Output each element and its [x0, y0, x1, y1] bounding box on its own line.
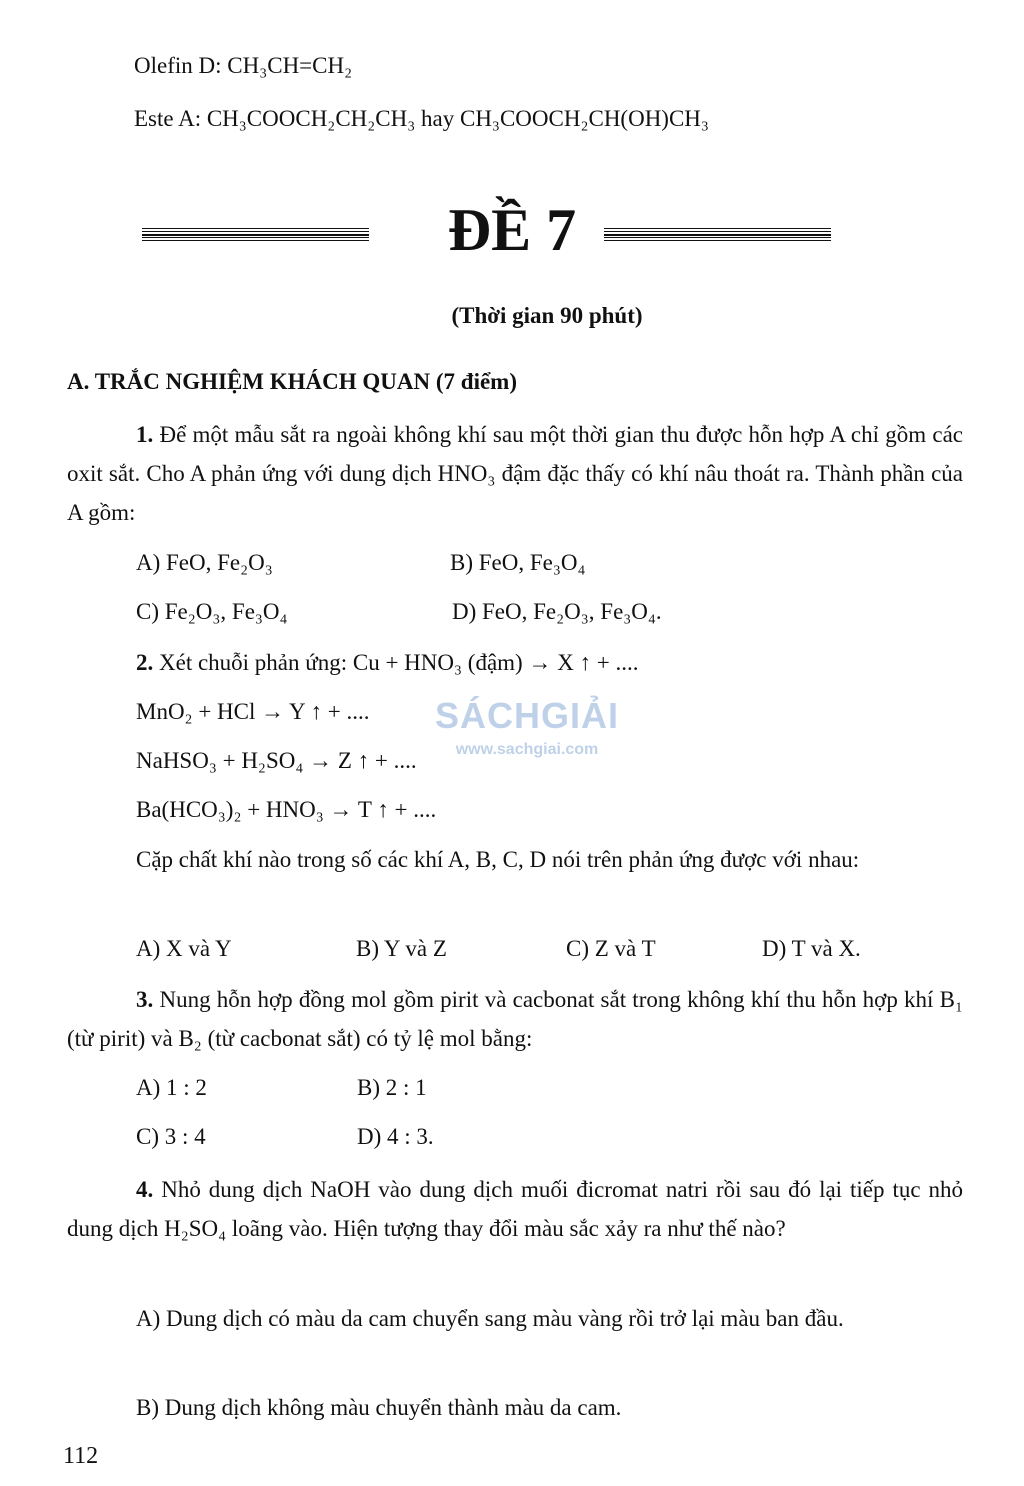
reaction-text: Xét chuỗi phản ứng: Cu + HNO₃ (đậm) → X ↑ + ....	[159, 650, 639, 675]
q2-option-b: B) Y và Z	[356, 936, 447, 961]
question-1	[67, 415, 963, 532]
question-number: 4.	[136, 1177, 154, 1202]
q3-option-c: C) 3 : 4	[136, 1124, 206, 1149]
q2-reaction-4: Ba(HCO₃)₂ + HNO₃ → T ↑ + ....	[136, 797, 437, 822]
question-4	[67, 1170, 963, 1248]
q2-option-a: A) X và Y	[136, 936, 232, 961]
section-heading: A. TRẮC NGHIỆM KHÁCH QUAN (7 điểm)	[67, 369, 517, 394]
page-title: ĐỀ 7	[447, 197, 577, 263]
q1-option-d: D) FeO, Fe₂O₃, Fe₃O₄.	[452, 599, 662, 624]
q2-option-c: C) Z và T	[566, 936, 656, 961]
q1-option-a: A) FeO, Fe₂O₃	[136, 550, 273, 575]
watermark-url: www.sachgiai.com	[455, 741, 599, 758]
q1-option-b: B) FeO, Fe₃O₄	[450, 550, 586, 575]
question-number: 2.	[136, 650, 154, 675]
q3-option-b: B) 2 : 1	[357, 1075, 427, 1100]
q2-question-text: Cặp chất khí nào trong số các khí A, B, C, D nói trên phản ứng được với nhau:	[136, 847, 860, 872]
sachgiai-watermark	[412, 695, 642, 759]
q4-option-b: B) Dung dịch không màu chuyển thành màu da cam.	[136, 1395, 622, 1420]
q2-option-d: D) T và X.	[762, 936, 861, 961]
question-text: Nhỏ dung dịch NaOH vào dung dịch muối đicromat natri rồi sau đó lại tiếp tục nhỏ dung dịch H₂SO₄ loãng vào. Hiện tượng thay đổi màu sắc xảy ra như thế nào?	[67, 1177, 964, 1241]
q2-reaction-1	[136, 651, 639, 674]
q3-option-d: D) 4 : 3.	[357, 1124, 434, 1149]
watermark-brand: SÁCHGIẢI	[434, 695, 619, 736]
question-text: Nung hỗn hợp đồng mol gồm pirit và cacbonat sắt trong không khí thu hỗn hợp khí B₁ (từ pirit) và B₂ (từ cacbonat sắt) có tỷ lệ mol bằng:	[67, 987, 964, 1051]
page-number: 112	[63, 1443, 99, 1469]
q1-option-c: C) Fe₂O₃, Fe₃O₄	[136, 599, 288, 624]
question-number: 1.	[136, 422, 154, 447]
question-text: Để một mẫu sắt ra ngoài không khí sau một thời gian thu được hỗn hợp A chỉ gồm các oxit sắt. Cho A phản ứng với dung dịch HNO₃ đậm đặc thấy có khí nâu thoát ra. Thành phần của A gồm:	[67, 422, 963, 525]
q2-reaction-3: NaHSO₃ + H₂SO₄ → Z ↑ + ....	[136, 748, 417, 773]
question-number: 3.	[136, 987, 154, 1012]
time-subtitle: (Thời gian 90 phút)	[451, 303, 643, 328]
q4-option-a: A) Dung dịch có màu da cam chuyển sang màu vàng rồi trở lại màu ban đầu.	[136, 1306, 844, 1331]
q3-option-a: A) 1 : 2	[136, 1075, 207, 1100]
ester-line: Este A: CH₃COOCH₂CH₂CH₃ hay CH₃COOCH₂CH(OH)CH₃	[134, 106, 709, 131]
olefin-line: Olefin D: CH₃CH=CH₂	[134, 53, 353, 78]
question-3	[67, 980, 963, 1058]
title-rule-right	[604, 228, 831, 241]
q2-reaction-2: MnO₂ + HCl → Y ↑ + ....	[136, 699, 370, 724]
